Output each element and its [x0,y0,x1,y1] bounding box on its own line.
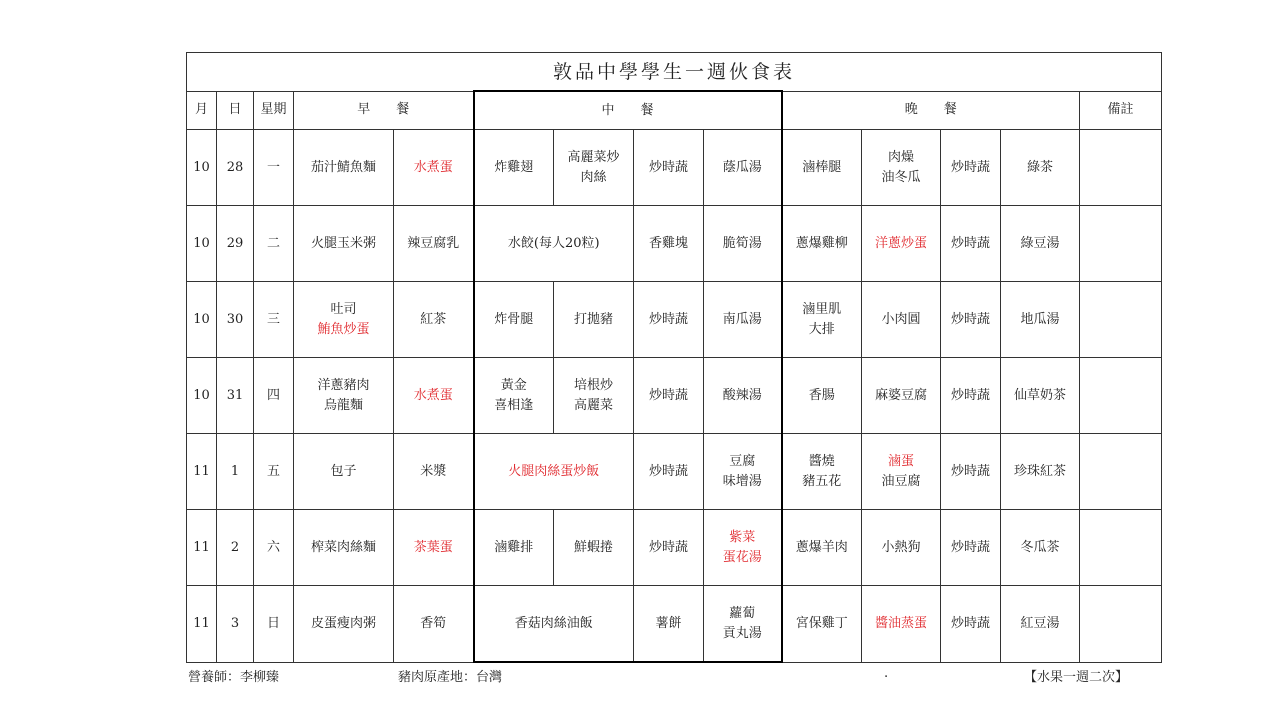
weekday-cell: 一 [254,130,294,206]
lunch-soup: 紫菜 蛋花湯 [704,510,782,586]
lunch-dish-2: 高麗菜炒 肉絲 [554,130,634,206]
dinner-dish-1: 宮保雞丁 [782,586,862,663]
dinner-soup: 綠豆湯 [1001,206,1080,282]
breakfast-side: 水煮蛋 [394,358,474,434]
dinner-soup: 仙草奶茶 [1001,358,1080,434]
lunch-soup: 豆腐 味增湯 [704,434,782,510]
dinner-soup: 地瓜湯 [1001,282,1080,358]
month-cell: 10 [187,206,217,282]
dinner-vegetable: 炒時蔬 [941,586,1001,663]
dinner-soup: 珍珠紅茶 [1001,434,1080,510]
dinner-dish-1: 滷棒腿 [782,130,862,206]
lunch-soup: 酸辣湯 [704,358,782,434]
dinner-soup: 紅豆湯 [1001,586,1080,663]
dinner-dish-2: 肉燥 油冬瓜 [862,130,941,206]
lunch-main-combined: 火腿肉絲蛋炒飯 [474,434,634,510]
table-row [187,510,1162,586]
breakfast-side: 紅茶 [394,282,474,358]
month-cell: 11 [187,586,217,663]
header-day: 日 [217,91,254,130]
weekday-cell: 二 [254,206,294,282]
breakfast-main: 火腿玉米粥 [294,206,394,282]
lunch-vegetable: 炒時蔬 [634,434,704,510]
lunch-dish-2: 培根炒 高麗菜 [554,358,634,434]
lunch-soup: 蘿蔔 貢丸湯 [704,586,782,663]
dinner-dish-2: 滷蛋 油豆腐 [862,434,941,510]
dinner-dish-2: 小肉圓 [862,282,941,358]
breakfast-main: 茄汁鯖魚麵 [294,130,394,206]
weekday-cell: 三 [254,282,294,358]
breakfast-main: 洋蔥豬肉 烏龍麵 [294,358,394,434]
day-cell: 2 [217,510,254,586]
dinner-vegetable: 炒時蔬 [941,206,1001,282]
lunch-soup: 蔭瓜湯 [704,130,782,206]
table-row [187,586,1162,663]
weekday-cell: 五 [254,434,294,510]
lunch-dish-1: 滷雞排 [474,510,554,586]
weekday-cell: 四 [254,358,294,434]
lunch-main-combined: 水餃(每人20粒) [474,206,634,282]
breakfast-main: 榨菜肉絲麵 [294,510,394,586]
lunch-vegetable: 炒時蔬 [634,358,704,434]
breakfast-side: 香筍 [394,586,474,663]
lunch-vegetable: 炒時蔬 [634,510,704,586]
header-dinner: 晚 餐 [782,91,1080,130]
lunch-vegetable: 香雞塊 [634,206,704,282]
dinner-vegetable: 炒時蔬 [941,358,1001,434]
header-lunch: 中 餐 [474,91,782,130]
lunch-soup: 南瓜湯 [704,282,782,358]
lunch-dish-1: 黃金 喜相逢 [474,358,554,434]
dinner-vegetable: 炒時蔬 [941,130,1001,206]
day-cell: 30 [217,282,254,358]
month-cell: 11 [187,434,217,510]
notes-cell [1080,130,1162,206]
lunch-vegetable: 炒時蔬 [634,130,704,206]
lunch-soup: 脆筍湯 [704,206,782,282]
table-title: 敦品中學學生一週伙食表 [187,53,1162,92]
breakfast-main: 皮蛋瘦肉粥 [294,586,394,663]
breakfast-side: 辣豆腐乳 [394,206,474,282]
header-month: 月 [187,91,217,130]
table-row [187,282,1162,358]
table-row [187,130,1162,206]
breakfast-main: 吐司 鮪魚炒蛋 [294,282,394,358]
dinner-dish-2: 小熱狗 [862,510,941,586]
weekly-meal-table [186,52,1162,663]
notes-cell [1080,206,1162,282]
header-notes: 備註 [1080,91,1162,130]
breakfast-main: 包子 [294,434,394,510]
table-row [187,434,1162,510]
table-row [187,206,1162,282]
day-cell: 1 [217,434,254,510]
notes-cell [1080,282,1162,358]
dinner-dish-1: 滷里肌 大排 [782,282,862,358]
month-cell: 11 [187,510,217,586]
day-cell: 29 [217,206,254,282]
dinner-dish-1: 蔥爆雞柳 [782,206,862,282]
day-cell: 28 [217,130,254,206]
breakfast-side: 米漿 [394,434,474,510]
notes-cell [1080,586,1162,663]
footer-dot: . [884,666,889,681]
dinner-dish-1: 蔥爆羊肉 [782,510,862,586]
lunch-dish-2: 鮮蝦捲 [554,510,634,586]
lunch-vegetable: 薯餅 [634,586,704,663]
month-cell: 10 [187,282,217,358]
dinner-vegetable: 炒時蔬 [941,510,1001,586]
dietitian-label: 營養師：李柳臻 [188,670,280,685]
weekday-cell: 六 [254,510,294,586]
dinner-soup: 綠茶 [1001,130,1080,206]
pork-origin-label: 豬肉原產地：台灣 [398,670,503,685]
dinner-dish-2: 醬油蒸蛋 [862,586,941,663]
breakfast-side: 水煮蛋 [394,130,474,206]
dinner-soup: 冬瓜茶 [1001,510,1080,586]
header-breakfast: 早 餐 [294,91,474,130]
weekday-cell: 日 [254,586,294,663]
table-row [187,358,1162,434]
dinner-dish-1: 香腸 [782,358,862,434]
header-weekday: 星期 [254,91,294,130]
dinner-vegetable: 炒時蔬 [941,434,1001,510]
lunch-dish-1: 炸雞翅 [474,130,554,206]
dinner-vegetable: 炒時蔬 [941,282,1001,358]
lunch-vegetable: 炒時蔬 [634,282,704,358]
day-cell: 31 [217,358,254,434]
month-cell: 10 [187,130,217,206]
lunch-main-combined: 香菇肉絲油飯 [474,586,634,663]
fruit-note: 【水果一週二次】 [1024,670,1129,685]
month-cell: 10 [187,358,217,434]
footer [188,666,1138,686]
notes-cell [1080,510,1162,586]
lunch-dish-1: 炸骨腿 [474,282,554,358]
dinner-dish-2: 麻婆豆腐 [862,358,941,434]
day-cell: 3 [217,586,254,663]
breakfast-side: 茶葉蛋 [394,510,474,586]
dinner-dish-1: 醬燒 豬五花 [782,434,862,510]
notes-cell [1080,358,1162,434]
lunch-dish-2: 打拋豬 [554,282,634,358]
notes-cell [1080,434,1162,510]
dinner-dish-2: 洋蔥炒蛋 [862,206,941,282]
